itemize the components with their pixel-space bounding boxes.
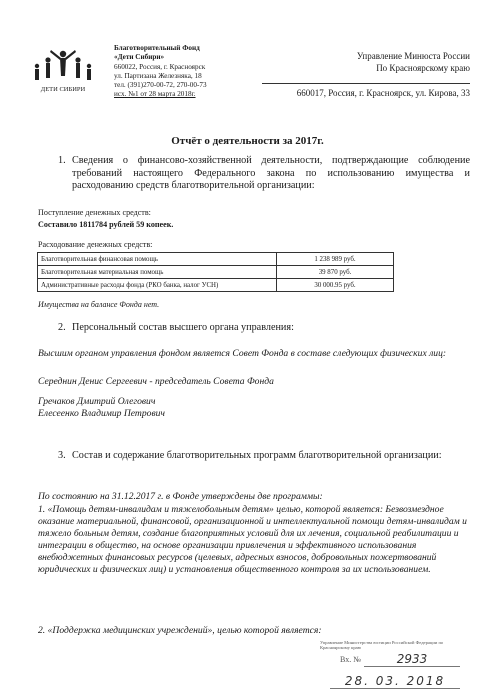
stamp-header: Управление Министерства юстиции Российской Федерации по Красноярскому краю xyxy=(320,640,444,651)
table-row xyxy=(38,253,394,266)
council-member: Гречаков Дмитрий Олегович xyxy=(38,396,156,407)
program-1: 1. «Помощь детям-инвалидам и тяжелобольным детям» целью, которой является: Безвозмездное оказание материальной, финансовой, организационной и интеллектуальной помощи детям-инвалидам и тяжело больным детям, создание благоприятных условий для их лечения, социальной реабилитации и интеграции в общество, на основе организации привлечения и эффективного использования внебюджетных финансовых ресурсов (целевых, адресных взносов, добровольных пожертвований юридических и физических лиц) и установления общественного контроля за их использованием. xyxy=(38,504,467,575)
stamp-date: 28. 03. 2018 xyxy=(330,674,460,689)
org-address-city: 660022, Россия, г. Красноярск xyxy=(114,62,206,71)
section-2-number: 2. xyxy=(58,322,66,333)
stamp-number-prefix: Вх. № xyxy=(340,655,361,664)
outgoing-ref: исх. №1 от 28 марта 2018г. xyxy=(114,90,196,99)
recipient-block xyxy=(322,50,470,74)
recipient-line-2: По Красноярскому краю xyxy=(376,63,470,73)
section-1 xyxy=(58,155,470,193)
expense-value: 1 238 989 руб. xyxy=(277,253,394,266)
expense-label: Расходование денежных средств: xyxy=(38,240,153,249)
program-2: 2. «Поддержка медицинских учреждений», целью которой является: xyxy=(38,625,322,636)
stamp-number: 2933 xyxy=(364,652,460,667)
income-label: Поступление денежных средств: xyxy=(38,208,151,217)
expense-value: 39 870 руб. xyxy=(277,266,394,279)
property-note: Имущества на балансе Фонда нет. xyxy=(38,300,160,309)
recipient-line-1: Управление Минюста России xyxy=(356,51,470,61)
registration-stamp xyxy=(320,640,468,696)
report-title: Отчёт о деятельности за 2017г. xyxy=(171,135,324,147)
council-member: Елесеенко Владимир Петрович xyxy=(38,408,165,419)
section-3-title: Состав и содержание благотворительных программ благотворительной организации: xyxy=(72,450,442,461)
divider xyxy=(262,83,470,84)
section-3-heading xyxy=(58,450,470,463)
logo-text: ДЕТИ СИБИРИ xyxy=(40,86,86,93)
programs-intro: По состоянию на 31.12.2017 г. в Фонде утверждены две программы: xyxy=(38,491,323,502)
section-1-number: 1. xyxy=(58,155,66,166)
table-row xyxy=(38,279,394,292)
recipient-address: 660017, Россия, г. Красноярск, ул. Кирова, 33 xyxy=(296,88,470,98)
council-member: Середнин Денис Сергеевич - председатель Совета Фонда xyxy=(38,376,274,387)
income-total: Составило 1811784 рублей 59 копеек. xyxy=(38,220,174,229)
org-name: Благотворительный Фонд xyxy=(114,44,200,52)
expense-table xyxy=(37,252,394,292)
expense-value: 30 000.95 руб. xyxy=(277,279,394,292)
org-name-quoted: «Дети Сибири» xyxy=(114,53,165,62)
org-address-street: ул. Партизана Железняка, 18 xyxy=(114,71,202,80)
section-2-heading xyxy=(58,322,294,335)
expense-name: Благотворительная материальная помощь xyxy=(38,266,277,279)
table-row xyxy=(38,266,394,279)
governance-intro: Высшим органом управления фондом является Совет Фонда в составе следующих физических лиц: xyxy=(38,348,447,359)
expense-name: Административные расходы фонда (РКО банка, налог УСН) xyxy=(38,279,277,292)
section-2-title: Персональный состав высшего органа управления: xyxy=(72,322,294,333)
sender-block xyxy=(114,44,254,100)
section-1-text: Сведения о финансово-хозяйственной деятельности, подтверждающие соблюдение требований настоящего Федерального закона по использованию имущества и расходованию средств благотворительной организации: xyxy=(72,155,470,192)
logo-icon xyxy=(24,46,102,100)
expense-name: Благотворительная финансовая помощь xyxy=(38,253,277,266)
section-3-number: 3. xyxy=(58,450,66,461)
org-phone: тел. (391)270-00-72, 270-00-73 xyxy=(114,81,207,90)
